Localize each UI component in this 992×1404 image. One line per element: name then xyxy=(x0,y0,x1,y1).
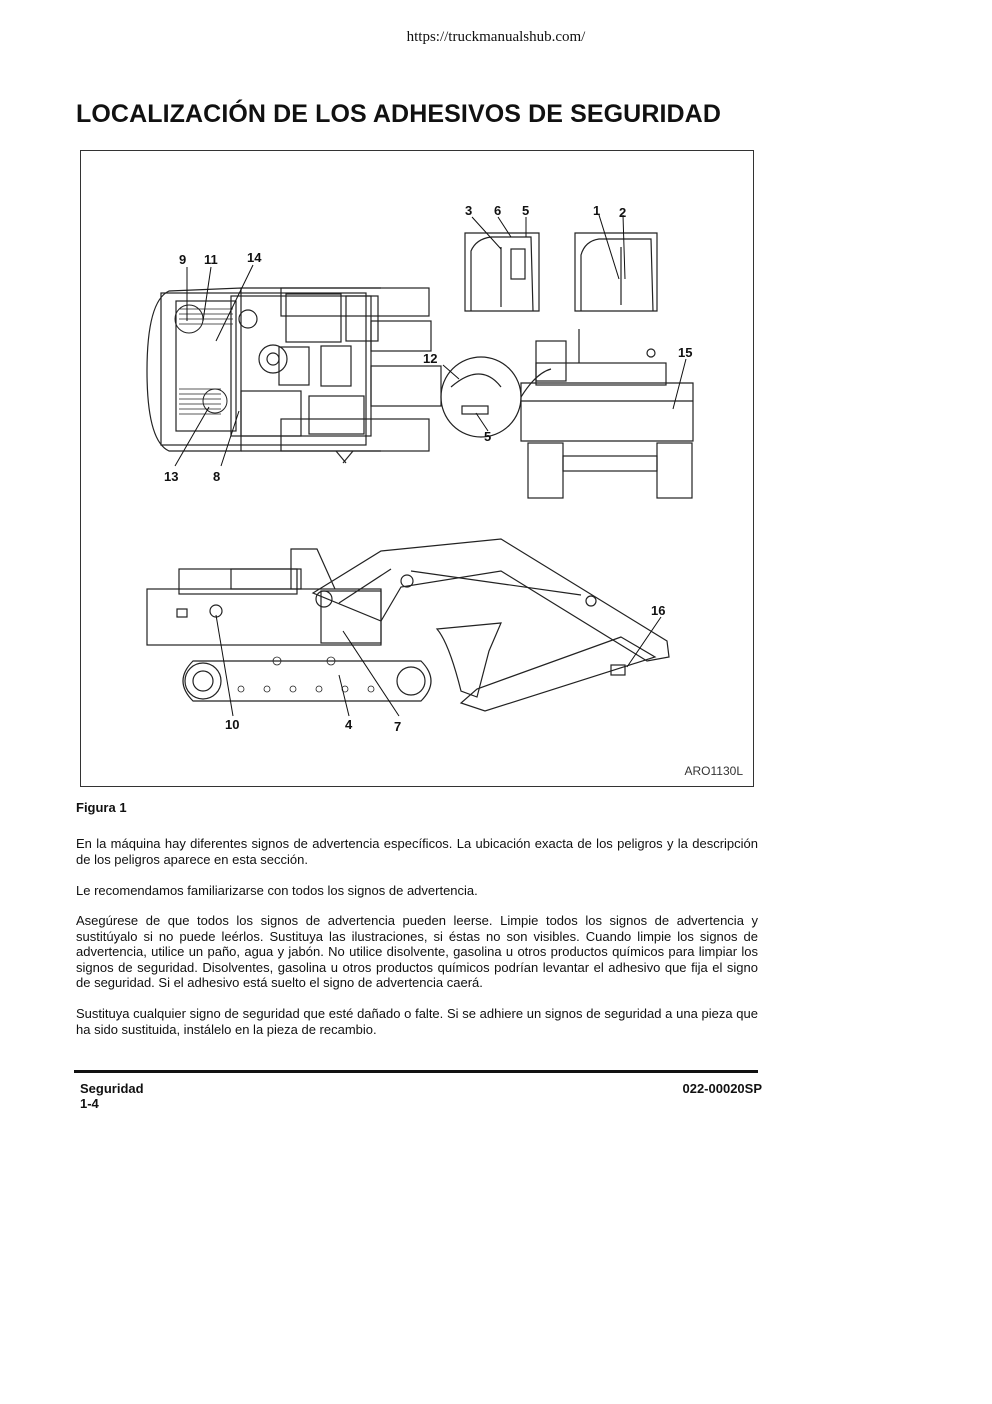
figure-safety-decal-locations xyxy=(80,150,754,787)
callout-6: 6 xyxy=(494,203,502,218)
footer-left xyxy=(80,1081,144,1111)
callout-15: 15 xyxy=(678,345,693,360)
callout-7: 7 xyxy=(394,719,402,734)
callout-9: 9 xyxy=(179,252,187,267)
source-url[interactable]: https://truckmanualshub.com/ xyxy=(406,29,586,45)
callout-11: 11 xyxy=(204,252,218,267)
callout-8: 8 xyxy=(213,469,221,484)
paragraph-4: Sustituya cualquier signo de seguridad que esté dañado o falte. Si se adhiere un signos de seguridad a una pieza que ha sido sustituida, instálelo en la pieza de recambio. xyxy=(76,1006,758,1037)
excavator-illustration xyxy=(81,151,755,788)
figure-code: ARO1130L xyxy=(684,764,743,778)
footer-section: Seguridad xyxy=(80,1081,144,1096)
callout-3: 3 xyxy=(465,203,473,218)
callout-14: 14 xyxy=(247,250,262,265)
callout-2: 2 xyxy=(619,205,627,220)
callout-5-bottom: 5 xyxy=(484,429,492,444)
paragraph-1: En la máquina hay diferentes signos de advertencia específicos. La ubicación exacta de los peligros y la descripción de los peligros aparece en esta sección. xyxy=(76,836,758,867)
footer-divider xyxy=(74,1070,758,1073)
paragraph-3: Asegúrese de que todos los signos de advertencia pueden leerse. Limpie todos los signos de advertencia y sustitúyalo si no puede leérlos. Sustituya las ilustraciones, si éstas no son visibles. Cuando limpie los signos de advertencia, utilice un paño, agua y jabón. No utilice disolvente, gasolina u otros productos químicos para limpiar los signos de seguridad. Disolventes, gasolina u otros productos químicos podrían levantar el adhesivo que fija el signo de seguridad. Si el adhesivo está suelto el signo de advertencia caerá. xyxy=(76,913,758,990)
callout-13: 13 xyxy=(164,469,179,484)
top-view-drawing xyxy=(147,288,441,463)
footer-doc-code: 022-00020SP xyxy=(682,1081,762,1096)
callout-4: 4 xyxy=(345,717,353,732)
cab-views-drawing xyxy=(441,233,693,498)
paragraph-2: Le recomendamos familiarizarse con todos los signos de advertencia. xyxy=(76,883,478,898)
footer-page-number: 1-4 xyxy=(80,1096,99,1111)
callout-16: 16 xyxy=(651,603,666,618)
callout-10: 10 xyxy=(225,717,240,732)
page-title: LOCALIZACIÓN DE LOS ADHESIVOS DE SEGURIDAD xyxy=(76,100,721,128)
callout-5-top: 5 xyxy=(522,203,530,218)
cab-leaders xyxy=(443,215,686,431)
callout-12: 12 xyxy=(423,351,438,366)
callout-1: 1 xyxy=(593,203,601,218)
figure-caption: Figura 1 xyxy=(76,800,127,815)
side-view-drawing xyxy=(147,539,669,711)
